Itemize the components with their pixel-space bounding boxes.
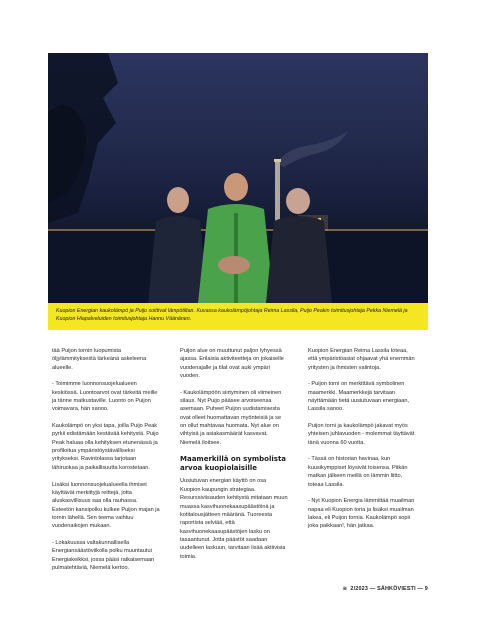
paragraph: Kuopion Energian Reima Lassila toteaa, että ympäristöasiat ohjaavat yhä enemmän yritysten ja ihmisten valintoja. <box>308 348 415 371</box>
article-column-1 <box>52 347 160 572</box>
page-number-label: 2/2023 — SÄHKÖVIESTI — 9 <box>350 586 428 592</box>
hero-photo <box>48 53 428 303</box>
paragraph: Kaukolämpö on yksi tapa, joilla Puijo Peak pyrkii edistämään kestävää kehitystä. Puijo Peak haluaa olla kehityksen etunenässä ja profiloitua ympäristöystävälliseksi yritykseksi. Ravintolassa tarjotaan lähiruokaa ja paikallisuutta korostetaan. <box>52 423 159 471</box>
paragraph: - Tässä on historian havinaa, kun kuusikymppiset löysivät toisensa. Pitkän matkan jälkeen meillä on lämmin liitto, toteaa Lassila. <box>308 456 408 488</box>
paragraph: Uusiutuvan energian käyttö on osa Kuopion kaupungin strategiaa. Resurssiviisauden kehitystä mitataan muun muassa kasvihuonekaasupäästöinä ja kotitalousjätteen määränä. Tuoreesta raportista selviää, että kasvihuonekaasupäästöjen lasku on tasaantunut. Jotta päästöt saadaan uudelleen laskuun, tarvitaan lisää aktiivisia toimia. <box>180 478 288 560</box>
paragraph: - Lokakuussa valtakunnallisella Energiansäästöviikolla polku muuntautui Energiakeikksi, jossa pääsi ratkaisemaan pulmatehtäviä, Niemelä kertoo. <box>52 539 155 571</box>
publication-logo-icon: ≋ <box>342 586 348 592</box>
paragraph: - Kaukolämpöön siirtyminen oli viimeinen silaus. Nyt Puijo pääsee arvoiseensa asemaan. Puheet Puijon uudistamisesta ovat olleet huomattavan myönteisiä ja se on ollut mahtavaa huomata. Nyt alue on vihtyisä ja asiakasmäärät kasvavat, Niemelä iloitsee. <box>180 389 282 446</box>
night-scene-illustration <box>48 53 428 303</box>
paragraph: - Puijon torni on merkittävä symbolinen maamerkki. Maamerkkejä tarvitaan näyttämään tietä uusiutuvaan energiaan, Lassila sanoo. <box>308 381 410 413</box>
article-column-3 <box>308 347 416 531</box>
photo-caption: Kuopion Energian kaukolämpö ja Puijo soittivat lämpötiltan. Kuvassa kaukolämpöjohtaja Reima Lassila, Puijo Peakin toimitusjohtaja Pekka Niemelä ja Kuopion Hiapalveluiden toimitusjohtaja Hannu Väänänen. <box>48 303 428 330</box>
paragraph: Lisäksi luonnonsuojelualueella ihmiset käyttävät merkittyjä reittejä, jotta aluskasvillisuus saa olla rauhassa. Esteetön kansipolku kulkee Puijon majan ja tornin lähellä. Sen teema vaihtuu vuodenaikojen mukaan. <box>52 481 160 530</box>
article-column-2 <box>180 347 288 561</box>
paragraph: Puijon alue on muuttunut paljon lyhyessä ajassa. Erilaisia aktiviteetteja on jokaiselle vuodenajalle ja tilat ovat auki ympäri vuoden. <box>180 348 284 380</box>
page-footer <box>343 586 428 592</box>
paragraph: - Nyt Kuopion Energia lämmittää muailman napaa eli Kuopion toria ja lisäksi muailman lakea, eli Puijon tornia. Kaukolämpö sopii joka paikkaan!, hän jatkaa. <box>308 498 415 530</box>
paragraph: Puijon torni ja kaukolämpö jakavat myös yhteisen juhlavuoden - molemmat täyttävät tänä vuonna 60 vuotta. <box>308 423 415 446</box>
section-subheading: Maamerkillä on symbolista arvoa kuopiolaisille <box>180 455 287 473</box>
paragraph: - Toimimme luonnonsuojelualueen keskiössä. Luontoarvot ovat tärkeitä meille ja tänne matkustaville. Luonto on Puijon voimavara, hän sanoo. <box>52 381 158 413</box>
paragraph: tää Puijon tornin luopumista öljylämmitykseśtä tärkeänä askeleena alueelle. <box>52 348 147 371</box>
